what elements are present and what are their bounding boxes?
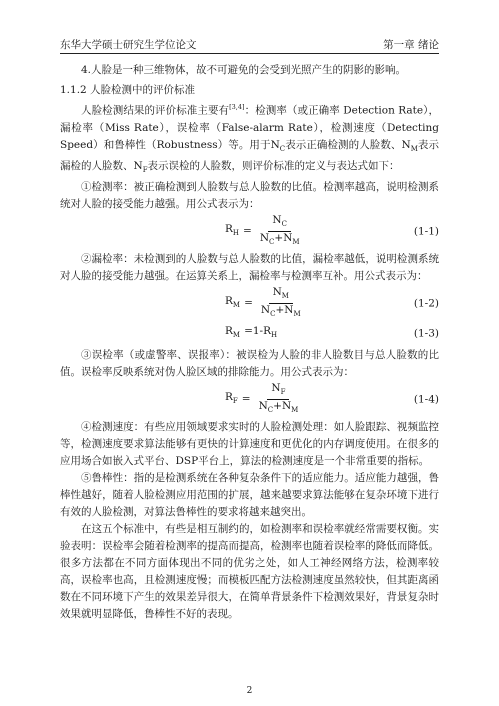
- text-run: ：检测率（或正确率 Detection Rate），漏检率（Miss Rate），误检率（False-alarm Rate），检测速度（Detecting Speed）和鲁棒性（Robustness）等。用于N: [60, 104, 440, 151]
- fraction-numerator: $N_F$: [267, 382, 289, 400]
- formula-1-3: [60, 323, 439, 345]
- running-header: [60, 37, 439, 54]
- paragraph-evaluation-standards: [60, 99, 439, 179]
- text-run: 表示正确检测的人脸数、N: [285, 138, 411, 151]
- page-body: [60, 62, 439, 623]
- page-number: 2: [246, 686, 253, 696]
- formula-lhs: $R_H$: [225, 223, 240, 238]
- equation-number: (1-1): [413, 225, 439, 238]
- equation-number: (1-3): [413, 327, 439, 340]
- formula-fraction: [256, 214, 304, 249]
- paragraph-detection-speed: ④检测速度：有些应用领域要求实时的人脸检测处理：如人脸跟踪、视频监控等，检测速度要求算法能够有更快的计算速度和更优化的内存调度使用。在很多的应用场合如嵌入式平台、DSP平台上，算法的检测速度是一个非常重要的指标。: [60, 420, 439, 467]
- subscript: F: [142, 165, 148, 174]
- text-run: 人脸检测结果的评价标准主要有: [81, 104, 230, 117]
- formula-1-1: [60, 215, 439, 249]
- paragraph-robustness: ⑤鲁棒性：指的是检测系统在各种复杂条件下的适应能力。适应能力越强，鲁棒性越好，随着人脸检测应用范围的扩展，越来越要求算法能够在复杂环境下进行有效的人脸检测，对算法鲁棒性的要求将越来越突出。: [60, 471, 439, 518]
- fraction-denominator: $N_C+N_M$: [260, 304, 301, 319]
- formula-expression: [225, 215, 304, 249]
- fraction-numerator: $N_M$: [269, 286, 293, 304]
- fraction-denominator: $N_C+N_M$: [258, 400, 299, 415]
- formula-equals: =: [243, 225, 252, 238]
- section-heading: 1.1.2 人脸检测中的评价标准: [60, 84, 196, 96]
- subscript: M: [410, 144, 418, 153]
- fraction-numerator: $N_C$: [268, 214, 291, 232]
- formula-expression: [225, 287, 305, 321]
- paragraph-miss-rate: ②漏检率：未检测到的人脸数与总人脸数的比值，漏检率越低，说明检测系统对人脸的接受能力越强。在运算关系上，漏检率与检测率互补。用公式表示为：: [60, 252, 439, 282]
- paragraph-detection-rate: ①检测率：被正确检测到人脸数与总人脸数的比值。检测率越高，说明检测系统对人脸的接受能力越强。用公式表示为：: [60, 180, 439, 210]
- formula-equals: =: [244, 297, 253, 310]
- formula-lhs: $R_M$: [225, 325, 241, 340]
- formula-1-4: [60, 383, 439, 417]
- formula-equals: =: [241, 393, 251, 406]
- citation: [3,4]: [229, 103, 245, 111]
- paragraph-3d-object: 4.人脸是一种三维物体，故不可避免的会受到光照产生的阴影的影响。: [81, 64, 407, 76]
- formula-lhs: $R_M$: [225, 295, 241, 310]
- header-chapter-title: 第一章 绪论: [383, 39, 439, 51]
- formula-rhs: $=1-R_H$: [244, 325, 278, 340]
- equation-number: (1-2): [413, 297, 439, 310]
- text-run: 表示误检的人脸数，则评价标准的定义与表达式如下：: [147, 159, 400, 172]
- fraction-denominator: $N_C+N_M$: [259, 232, 300, 247]
- paragraph-summary: 在这五个标准中，有些是相互制约的，如检测率和误检率就经常需要权衡。实验表明：误检率会随着检测率的提高而提高，检测率也随着误检率的降低而降低。很多方法都在不同方面体现出不同的优劣之处，如人工神经网络方法，检测率较高，误检率也高，且检测速度慢；而模板匹配方法检测速度虽然较快，但其距离函数在不同环境下产生的效果差异很大，在简单背景条件下检测效果好，背景复杂时效果就明显降低，鲁棒性不好的表现。: [60, 522, 439, 620]
- formula-expression: [225, 383, 302, 417]
- equation-number: (1-4): [413, 393, 439, 406]
- subscript: C: [279, 144, 286, 153]
- header-thesis-title: 东华大学硕士研究生学位论文: [60, 39, 197, 51]
- text-run: 表示漏检的人脸数、N: [60, 138, 440, 172]
- formula-fraction: [257, 286, 305, 321]
- formula-1-2: [60, 287, 439, 321]
- formula-lhs: $R_F$: [225, 391, 238, 406]
- paragraph-false-alarm-rate: ③误检率（或虚警率、误报率）：被误检为人脸的非人脸数目与总人脸数的比值。误检率反映系统对伪人脸区域的排除能力。用公式表示为：: [60, 348, 439, 378]
- formula-expression: [225, 323, 277, 345]
- formula-fraction: [255, 382, 303, 417]
